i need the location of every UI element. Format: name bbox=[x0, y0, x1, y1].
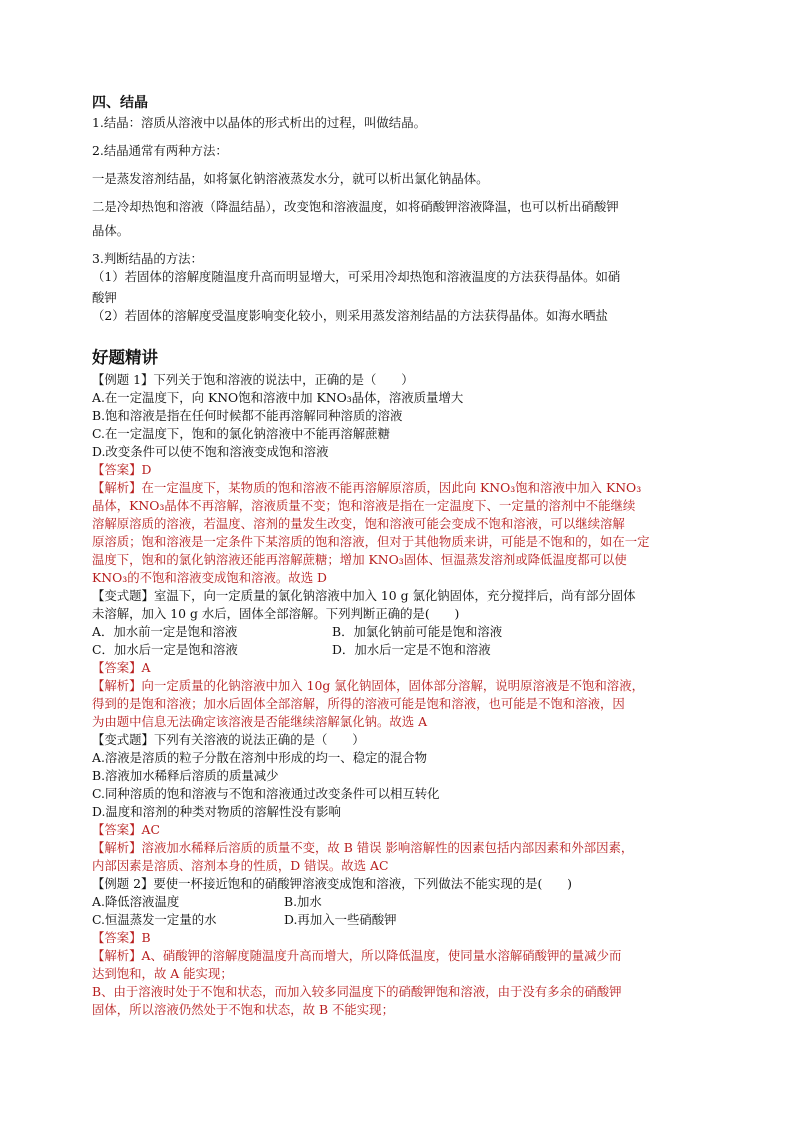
example1-analysis-line: 原溶质；饱和溶液是一定条件下某溶质的饱和溶液，但对于其他物质来讲，可能是不饱和的，如在一定 bbox=[92, 534, 650, 549]
good-problems-heading: 好题精讲 bbox=[92, 348, 158, 367]
example1-analysis-line: 溶解原溶质的溶液，若温度、溶剂的量发生改变，饱和溶液可能会变成不饱和溶液，可以继续溶解 bbox=[92, 516, 625, 531]
example1-analysis-line: 【解析】在一定温度下，某物质的饱和溶液不能再溶解原溶质，因此向 KNO₃饱和溶液中加入 KNO₃ bbox=[92, 480, 642, 495]
variant1-title-line1: 【变式题】室温下，向一定质量的氯化钠溶液中加入 10 g 氯化钠固体，充分搅拌后，尚有部分固体 bbox=[92, 588, 636, 603]
example2-analysis-line: 【解析】A、硝酸钾的溶解度随温度升高而增大，所以降低温度，使同量水溶解硝酸钾的量减少而 bbox=[92, 948, 622, 963]
judge-title: 3.判断结晶的方法： bbox=[92, 251, 203, 266]
variant1-options-row1 bbox=[92, 623, 707, 641]
example1-option-d: D.改变条件可以使不饱和溶液变成饱和溶液 bbox=[92, 444, 329, 459]
variant2-analysis-line: 内部因素是溶质、溶剂本身的性质，D 错误。故选 AC bbox=[92, 858, 389, 873]
example1-option-c: C.在一定温度下，饱和的氯化钠溶液中不能再溶解蔗糖 bbox=[92, 426, 390, 441]
section-heading: 四、结晶 bbox=[92, 95, 148, 111]
variant1-title-line2: 未溶解，加入 10 g 水后，固体全部溶解。下列判断正确的是( ) bbox=[92, 606, 460, 621]
variant1-option-a: A．加水前一定是饱和溶液 bbox=[92, 624, 238, 639]
example1-answer: 【答案】D bbox=[92, 462, 152, 477]
variant2-option-c: C.同种溶质的饱和溶液与不饱和溶液通过改变条件可以相互转化 bbox=[92, 786, 440, 801]
example1-option-b: B.饱和溶液是指在任何时候都不能再溶解同种溶质的溶液 bbox=[92, 408, 403, 423]
example1-title: 【例题 1】下列关于饱和溶液的说法中，正确的是（ ） bbox=[92, 372, 414, 387]
variant2-option-b: B.溶液加水稀释后溶质的质量减少 bbox=[92, 768, 279, 783]
example1-analysis-line: 晶体，KNO₃晶体不再溶解，溶液质量不变；饱和溶液是指在一定温度下、一定量的溶剂中不能继续 bbox=[92, 498, 636, 513]
document-page bbox=[92, 92, 707, 1019]
example2-analysis-line: B、由于溶液时处于不饱和状态，而加入较多同温度下的硝酸钾饱和溶液，由于没有多余的硝酸钾 bbox=[92, 984, 622, 999]
example2-answer: 【答案】B bbox=[92, 930, 151, 945]
variant2-option-a: A.溶液是溶质的粒子分散在溶剂中形成的均一、稳定的混合物 bbox=[92, 750, 428, 765]
variant2-analysis-line: 【解析】溶液加水稀释后溶质的质量不变，故 B 错误 影响溶解性的因素包括内部因素和外部因素， bbox=[92, 840, 634, 855]
example2-option-c: C.恒温蒸发一定量的水 bbox=[92, 912, 217, 927]
example2-option-d: D.再加入一些硝酸钾 bbox=[284, 912, 397, 927]
variant2-answer: 【答案】AC bbox=[92, 822, 160, 837]
judge-item-1-line1: （1）若固体的溶解度随温度升高而明显增大，可采用冷却热饱和溶液温度的方法获得晶体。如硝 bbox=[92, 269, 621, 284]
example1-analysis-line: KNO₃的不饱和溶液变成饱和溶液。故选 D bbox=[92, 570, 327, 585]
method-one: 一是蒸发溶剂结晶，如将氯化钠溶液蒸发水分，就可以析出氯化钠晶体。 bbox=[92, 171, 489, 186]
variant1-option-b: B．加氯化钠前可能是饱和溶液 bbox=[332, 624, 503, 639]
method-two-line2: 晶体。 bbox=[92, 223, 130, 238]
method-two-line1: 二是冷却热饱和溶液（降温结晶），改变饱和溶液温度，如将硝酸钾溶液降温，也可以析出硝酸钾 bbox=[92, 199, 619, 214]
example2-option-a: A.降低溶液温度 bbox=[92, 894, 180, 909]
variant1-analysis-line: 得到的是饱和溶液；加水后固体全部溶解，所得的溶液可能是饱和溶液，也可能是不饱和溶液，因 bbox=[92, 696, 625, 711]
variant1-option-d: D．加水后一定是不饱和溶液 bbox=[332, 642, 491, 657]
variant2-title: 【变式题】下列有关溶液的说法正确的是（ ） bbox=[92, 732, 365, 747]
judge-item-1-line2: 酸钾 bbox=[92, 290, 117, 305]
variant1-options-row2 bbox=[92, 641, 707, 659]
example2-options-row1 bbox=[92, 893, 707, 911]
variant1-answer: 【答案】A bbox=[92, 660, 151, 675]
example1-analysis-line: 温度下，饱和的氯化钠溶液还能再溶解蔗糖；增加 KNO₃固体、恒温蒸发溶剂或降低温度都可以使 bbox=[92, 552, 627, 567]
judge-item-2: （2）若固体的溶解度受温度影响变化较小，则采用蒸发溶剂结晶的方法获得晶体。如海水晒盐 bbox=[92, 308, 608, 323]
variant2-option-d: D.温度和溶剂的种类对物质的溶解性没有影响 bbox=[92, 804, 341, 819]
example2-analysis-line: 达到饱和，故 A 能实现； bbox=[92, 966, 233, 981]
example2-options-row2 bbox=[92, 911, 707, 929]
example1-option-a: A.在一定温度下，向 KNO饱和溶液中加 KNO₃晶体，溶液质量增大 bbox=[92, 390, 464, 405]
example2-analysis-line: 固体，所以溶液仍然处于不饱和状态，故 B 不能实现； bbox=[92, 1002, 394, 1017]
example2-option-b: B.加水 bbox=[284, 894, 322, 909]
methods-title: 2.结晶通常有两种方法： bbox=[92, 143, 228, 158]
variant1-option-c: C．加水后一定是饱和溶液 bbox=[92, 642, 238, 657]
example2-title: 【例题 2】要使一杯接近饱和的硝酸钾溶液变成饱和溶液，下列做法不能实现的是( ) bbox=[92, 876, 572, 891]
variant1-analysis-line: 【解析】向一定质量的化钠溶液中加入 10g 氯化钠固体，固体部分溶解，说明原溶液是不饱和溶液， bbox=[92, 678, 644, 693]
variant1-analysis-line: 为由题中信息无法确定该溶液是否能继续溶解氯化钠。故选 A bbox=[92, 714, 428, 729]
definition-text: 1.结晶：溶质从溶液中以晶体的形式析出的过程，叫做结晶。 bbox=[92, 115, 426, 130]
